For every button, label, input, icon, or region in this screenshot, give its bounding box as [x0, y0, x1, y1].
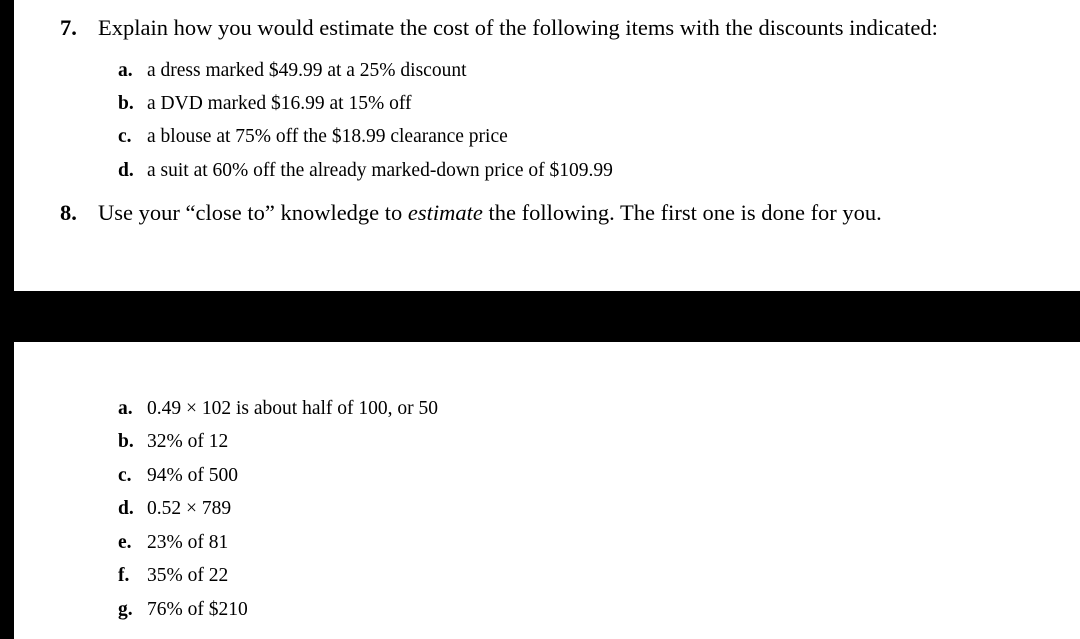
- list-item: [118, 432, 228, 452]
- question-number: 8.: [60, 200, 77, 225]
- item-label: a.: [118, 60, 133, 81]
- item-label: c.: [118, 126, 132, 147]
- item-label: b.: [118, 431, 134, 452]
- item-label: b.: [118, 93, 134, 114]
- worksheet-bottom-panel: [14, 342, 1080, 639]
- item-text: 94% of 500: [147, 465, 238, 486]
- list-item: [118, 127, 508, 147]
- item-label: a.: [118, 398, 133, 419]
- question-text-end: the following. The first one is done for you.: [482, 200, 882, 225]
- item-label: e.: [118, 532, 132, 553]
- item-text: 35% of 22: [147, 565, 229, 586]
- worksheet-top-panel: [14, 0, 1080, 291]
- item-label: c.: [118, 465, 132, 486]
- item-text: a DVD marked $16.99 at 15% off: [147, 93, 412, 114]
- item-label: g.: [118, 599, 133, 620]
- list-item: [118, 533, 228, 553]
- item-text: 23% of 81: [147, 532, 229, 553]
- list-item: [118, 600, 248, 620]
- list-item: [118, 466, 238, 486]
- item-label: d.: [118, 498, 134, 519]
- list-item: [118, 499, 231, 519]
- item-text: 76% of $210: [147, 599, 248, 620]
- question-text-emphasis: estimate: [407, 200, 483, 225]
- item-text: 0.49 × 102 is about half of 100, or 50: [147, 398, 439, 419]
- question-8: [60, 202, 882, 225]
- item-label: f.: [118, 565, 130, 586]
- list-item: [118, 566, 228, 586]
- question-text: [98, 200, 882, 225]
- list-item: [118, 61, 467, 81]
- list-item: [118, 94, 411, 114]
- question-number: 7.: [60, 15, 77, 40]
- question-text: Explain how you would estimate the cost of the following items with the discounts indicated:: [98, 15, 938, 40]
- list-item: [118, 161, 613, 181]
- item-text: a suit at 60% off the already marked-down price of $109.99: [147, 160, 613, 181]
- item-label: d.: [118, 160, 134, 181]
- item-text: a dress marked $49.99 at a 25% discount: [147, 60, 467, 81]
- item-text: 32% of 12: [147, 431, 229, 452]
- question-text-start: Use your “close to” knowledge to: [98, 200, 408, 225]
- question-7: [60, 17, 938, 40]
- list-item: [118, 399, 438, 419]
- item-text: 0.52 × 789: [147, 498, 232, 519]
- item-text: a blouse at 75% off the $18.99 clearance price: [147, 126, 508, 147]
